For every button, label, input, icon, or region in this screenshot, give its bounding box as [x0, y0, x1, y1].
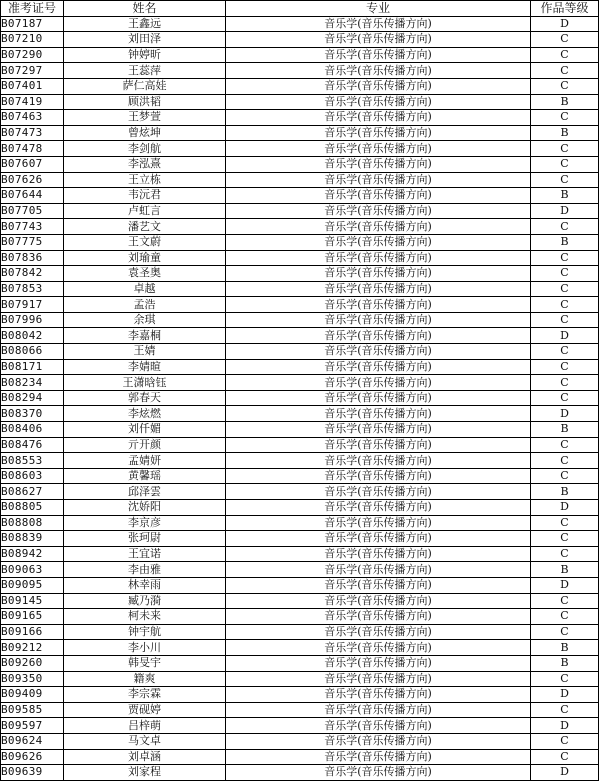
cell-exam-id: B09350	[1, 671, 64, 687]
table-row	[1, 16, 599, 32]
cell-name: 钟婷昕	[64, 47, 226, 63]
cell-name: 刘瑜童	[64, 250, 226, 266]
cell-grade: C	[531, 531, 599, 547]
cell-exam-id: B07478	[1, 141, 64, 157]
cell-major: 音乐学(音乐传播方向)	[226, 422, 531, 438]
cell-exam-id: B09626	[1, 749, 64, 765]
cell-exam-id: B07419	[1, 94, 64, 110]
cell-name: 籍爽	[64, 671, 226, 687]
cell-major: 音乐学(音乐传播方向)	[226, 733, 531, 749]
cell-major: 音乐学(音乐传播方向)	[226, 141, 531, 157]
cell-major: 音乐学(音乐传播方向)	[226, 63, 531, 79]
cell-grade: B	[531, 562, 599, 578]
table-row	[1, 63, 599, 79]
cell-grade: C	[531, 297, 599, 313]
cell-major: 音乐学(音乐传播方向)	[226, 188, 531, 204]
cell-grade: C	[531, 47, 599, 63]
cell-name: 孟浩	[64, 297, 226, 313]
cell-exam-id: B09260	[1, 655, 64, 671]
table-row	[1, 125, 599, 141]
table-row	[1, 312, 599, 328]
cell-grade: C	[531, 281, 599, 297]
table-row	[1, 640, 599, 656]
cell-grade: C	[531, 32, 599, 48]
cell-name: 顾洪韬	[64, 94, 226, 110]
cell-name: 张珂尉	[64, 531, 226, 547]
cell-name: 李泓熹	[64, 156, 226, 172]
cell-name: 王立栋	[64, 172, 226, 188]
cell-major: 音乐学(音乐传播方向)	[226, 453, 531, 469]
table-row	[1, 655, 599, 671]
cell-grade: C	[531, 609, 599, 625]
cell-exam-id: B08839	[1, 531, 64, 547]
table-row	[1, 546, 599, 562]
cell-name: 韩旻宇	[64, 655, 226, 671]
table-row	[1, 718, 599, 734]
table-row	[1, 749, 599, 765]
cell-grade: C	[531, 344, 599, 360]
cell-name: 邱泽雲	[64, 484, 226, 500]
cell-major: 音乐学(音乐传播方向)	[226, 500, 531, 516]
cell-grade: C	[531, 390, 599, 406]
cell-exam-id: B07290	[1, 47, 64, 63]
header-major: 专业	[226, 1, 531, 17]
cell-name: 马文卓	[64, 733, 226, 749]
cell-exam-id: B08553	[1, 453, 64, 469]
cell-exam-id: B08805	[1, 500, 64, 516]
cell-name: 林幸雨	[64, 577, 226, 593]
cell-major: 音乐学(音乐传播方向)	[226, 749, 531, 765]
cell-exam-id: B07842	[1, 266, 64, 282]
cell-grade: C	[531, 437, 599, 453]
cell-grade: C	[531, 266, 599, 282]
cell-exam-id: B09063	[1, 562, 64, 578]
cell-name: 黄馨瑶	[64, 468, 226, 484]
table-row	[1, 765, 599, 781]
cell-grade: D	[531, 765, 599, 781]
table-row	[1, 250, 599, 266]
cell-exam-id: B08042	[1, 328, 64, 344]
header-row	[1, 1, 599, 17]
cell-exam-id: B07853	[1, 281, 64, 297]
cell-name: 萨仁高娃	[64, 78, 226, 94]
table-row	[1, 234, 599, 250]
cell-exam-id: B09409	[1, 687, 64, 703]
table-row	[1, 219, 599, 235]
table-row	[1, 593, 599, 609]
cell-name: 臧乃漪	[64, 593, 226, 609]
cell-exam-id: B07644	[1, 188, 64, 204]
cell-exam-id: B09145	[1, 593, 64, 609]
cell-name: 柯未来	[64, 609, 226, 625]
table-row	[1, 344, 599, 360]
cell-grade: B	[531, 188, 599, 204]
table-row	[1, 203, 599, 219]
cell-exam-id: B09639	[1, 765, 64, 781]
cell-major: 音乐学(音乐传播方向)	[226, 437, 531, 453]
cell-name: 王梦萱	[64, 110, 226, 126]
cell-exam-id: B07917	[1, 297, 64, 313]
table-row	[1, 297, 599, 313]
cell-name: 刘卓涵	[64, 749, 226, 765]
cell-name: 李嘉桐	[64, 328, 226, 344]
cell-exam-id: B07297	[1, 63, 64, 79]
table-body	[1, 16, 599, 780]
cell-name: 李京彦	[64, 515, 226, 531]
cell-exam-id: B09624	[1, 733, 64, 749]
cell-name: 韦沅君	[64, 188, 226, 204]
cell-exam-id: B07626	[1, 172, 64, 188]
cell-name: 袁圣奥	[64, 266, 226, 282]
table-row	[1, 453, 599, 469]
cell-exam-id: B08476	[1, 437, 64, 453]
cell-major: 音乐学(音乐传播方向)	[226, 344, 531, 360]
cell-major: 音乐学(音乐传播方向)	[226, 515, 531, 531]
cell-grade: C	[531, 702, 599, 718]
cell-major: 音乐学(音乐传播方向)	[226, 484, 531, 500]
cell-name: 王文蔚	[64, 234, 226, 250]
cell-major: 音乐学(音乐传播方向)	[226, 468, 531, 484]
cell-name: 王鑫远	[64, 16, 226, 32]
cell-major: 音乐学(音乐传播方向)	[226, 32, 531, 48]
cell-exam-id: B07401	[1, 78, 64, 94]
cell-exam-id: B07743	[1, 219, 64, 235]
cell-name: 王宜诺	[64, 546, 226, 562]
table-row	[1, 172, 599, 188]
cell-major: 音乐学(音乐传播方向)	[226, 234, 531, 250]
header-exam-id: 准考证号	[1, 1, 64, 17]
cell-major: 音乐学(音乐传播方向)	[226, 47, 531, 63]
table-row	[1, 78, 599, 94]
table-row	[1, 577, 599, 593]
cell-major: 音乐学(音乐传播方向)	[226, 624, 531, 640]
table-row	[1, 266, 599, 282]
cell-name: 刘仟媚	[64, 422, 226, 438]
cell-grade: C	[531, 468, 599, 484]
table-row	[1, 32, 599, 48]
cell-name: 刘田泽	[64, 32, 226, 48]
cell-major: 音乐学(音乐传播方向)	[226, 562, 531, 578]
cell-major: 音乐学(音乐传播方向)	[226, 328, 531, 344]
cell-grade: B	[531, 640, 599, 656]
table-row	[1, 422, 599, 438]
cell-name: 李剑航	[64, 141, 226, 157]
cell-exam-id: B07705	[1, 203, 64, 219]
cell-exam-id: B07836	[1, 250, 64, 266]
cell-grade: D	[531, 500, 599, 516]
cell-grade: C	[531, 671, 599, 687]
cell-grade: D	[531, 577, 599, 593]
cell-grade: C	[531, 78, 599, 94]
cell-exam-id: B08942	[1, 546, 64, 562]
cell-major: 音乐学(音乐传播方向)	[226, 718, 531, 734]
cell-major: 音乐学(音乐传播方向)	[226, 593, 531, 609]
cell-major: 音乐学(音乐传播方向)	[226, 655, 531, 671]
cell-name: 卢虹言	[64, 203, 226, 219]
table-row	[1, 531, 599, 547]
cell-exam-id: B09165	[1, 609, 64, 625]
cell-major: 音乐学(音乐传播方向)	[226, 640, 531, 656]
cell-major: 音乐学(音乐传播方向)	[226, 609, 531, 625]
cell-major: 音乐学(音乐传播方向)	[226, 156, 531, 172]
table-row	[1, 406, 599, 422]
table-row	[1, 281, 599, 297]
cell-grade: C	[531, 546, 599, 562]
table-row	[1, 468, 599, 484]
cell-exam-id: B09095	[1, 577, 64, 593]
cell-major: 音乐学(音乐传播方向)	[226, 110, 531, 126]
table-row	[1, 328, 599, 344]
table-row	[1, 609, 599, 625]
table-row	[1, 156, 599, 172]
table-header	[1, 1, 599, 17]
cell-major: 音乐学(音乐传播方向)	[226, 250, 531, 266]
cell-major: 音乐学(音乐传播方向)	[226, 172, 531, 188]
cell-major: 音乐学(音乐传播方向)	[226, 546, 531, 562]
table-row	[1, 624, 599, 640]
cell-grade: B	[531, 422, 599, 438]
cell-name: 孟婧妍	[64, 453, 226, 469]
cell-exam-id: B07473	[1, 125, 64, 141]
cell-major: 音乐学(音乐传播方向)	[226, 577, 531, 593]
cell-major: 音乐学(音乐传播方向)	[226, 125, 531, 141]
cell-grade: C	[531, 624, 599, 640]
cell-major: 音乐学(音乐传播方向)	[226, 531, 531, 547]
cell-exam-id: B07996	[1, 312, 64, 328]
table-row	[1, 110, 599, 126]
cell-grade: D	[531, 328, 599, 344]
cell-grade: C	[531, 733, 599, 749]
cell-exam-id: B09585	[1, 702, 64, 718]
cell-name: 李小川	[64, 640, 226, 656]
table-row	[1, 437, 599, 453]
cell-grade: B	[531, 655, 599, 671]
cell-major: 音乐学(音乐传播方向)	[226, 765, 531, 781]
table-row	[1, 390, 599, 406]
cell-exam-id: B08294	[1, 390, 64, 406]
table-row	[1, 359, 599, 375]
cell-exam-id: B08603	[1, 468, 64, 484]
cell-exam-id: B07775	[1, 234, 64, 250]
cell-major: 音乐学(音乐传播方向)	[226, 297, 531, 313]
cell-name: 曾炫坤	[64, 125, 226, 141]
cell-grade: C	[531, 515, 599, 531]
table-row	[1, 94, 599, 110]
cell-grade: C	[531, 110, 599, 126]
cell-name: 沈娇阳	[64, 500, 226, 516]
cell-grade: D	[531, 687, 599, 703]
table-row	[1, 47, 599, 63]
cell-major: 音乐学(音乐传播方向)	[226, 94, 531, 110]
cell-name: 李宗霖	[64, 687, 226, 703]
cell-name: 卓越	[64, 281, 226, 297]
cell-name: 李由雅	[64, 562, 226, 578]
table-row	[1, 500, 599, 516]
cell-grade: D	[531, 203, 599, 219]
cell-name: 王婧	[64, 344, 226, 360]
cell-exam-id: B07607	[1, 156, 64, 172]
cell-grade: D	[531, 16, 599, 32]
table-row	[1, 562, 599, 578]
header-grade: 作品等级	[531, 1, 599, 17]
cell-grade: D	[531, 406, 599, 422]
cell-name: 郭春天	[64, 390, 226, 406]
cell-grade: C	[531, 219, 599, 235]
cell-name: 王蕊萍	[64, 63, 226, 79]
cell-name: 王潇晗钰	[64, 375, 226, 391]
cell-major: 音乐学(音乐传播方向)	[226, 390, 531, 406]
table-row	[1, 515, 599, 531]
cell-grade: B	[531, 94, 599, 110]
table-row	[1, 671, 599, 687]
cell-major: 音乐学(音乐传播方向)	[226, 16, 531, 32]
cell-name: 钟宇航	[64, 624, 226, 640]
cell-major: 音乐学(音乐传播方向)	[226, 375, 531, 391]
table-row	[1, 484, 599, 500]
cell-major: 音乐学(音乐传播方向)	[226, 281, 531, 297]
cell-grade: C	[531, 250, 599, 266]
cell-name: 余琪	[64, 312, 226, 328]
cell-exam-id: B08370	[1, 406, 64, 422]
cell-grade: C	[531, 453, 599, 469]
cell-exam-id: B08234	[1, 375, 64, 391]
cell-exam-id: B08406	[1, 422, 64, 438]
cell-exam-id: B07210	[1, 32, 64, 48]
cell-grade: C	[531, 375, 599, 391]
cell-name: 吕梓萌	[64, 718, 226, 734]
cell-major: 音乐学(音乐传播方向)	[226, 78, 531, 94]
cell-grade: C	[531, 359, 599, 375]
cell-grade: B	[531, 484, 599, 500]
cell-grade: D	[531, 718, 599, 734]
cell-exam-id: B07463	[1, 110, 64, 126]
cell-major: 音乐学(音乐传播方向)	[226, 266, 531, 282]
cell-name: 李炫燃	[64, 406, 226, 422]
cell-grade: C	[531, 63, 599, 79]
cell-exam-id: B09166	[1, 624, 64, 640]
cell-grade: C	[531, 156, 599, 172]
cell-grade: C	[531, 141, 599, 157]
table-row	[1, 188, 599, 204]
cell-name: 贾砚婷	[64, 702, 226, 718]
cell-grade: C	[531, 593, 599, 609]
cell-name: 刘家程	[64, 765, 226, 781]
cell-major: 音乐学(音乐传播方向)	[226, 687, 531, 703]
cell-name: 亓开颜	[64, 437, 226, 453]
cell-exam-id: B08627	[1, 484, 64, 500]
cell-exam-id: B09212	[1, 640, 64, 656]
cell-exam-id: B08808	[1, 515, 64, 531]
cell-major: 音乐学(音乐传播方向)	[226, 219, 531, 235]
cell-exam-id: B08171	[1, 359, 64, 375]
cell-major: 音乐学(音乐传播方向)	[226, 312, 531, 328]
table-row	[1, 375, 599, 391]
cell-major: 音乐学(音乐传播方向)	[226, 406, 531, 422]
cell-grade: B	[531, 234, 599, 250]
cell-major: 音乐学(音乐传播方向)	[226, 671, 531, 687]
table-row	[1, 702, 599, 718]
cell-grade: B	[531, 125, 599, 141]
cell-name: 李婧暄	[64, 359, 226, 375]
cell-grade: C	[531, 312, 599, 328]
cell-grade: C	[531, 172, 599, 188]
header-name: 姓名	[64, 1, 226, 17]
cell-grade: C	[531, 749, 599, 765]
cell-exam-id: B08066	[1, 344, 64, 360]
cell-major: 音乐学(音乐传播方向)	[226, 702, 531, 718]
table-row	[1, 733, 599, 749]
table-row	[1, 687, 599, 703]
cell-exam-id: B09597	[1, 718, 64, 734]
table-row	[1, 141, 599, 157]
cell-name: 潘艺文	[64, 219, 226, 235]
cell-major: 音乐学(音乐传播方向)	[226, 203, 531, 219]
cell-major: 音乐学(音乐传播方向)	[226, 359, 531, 375]
cell-exam-id: B07187	[1, 16, 64, 32]
